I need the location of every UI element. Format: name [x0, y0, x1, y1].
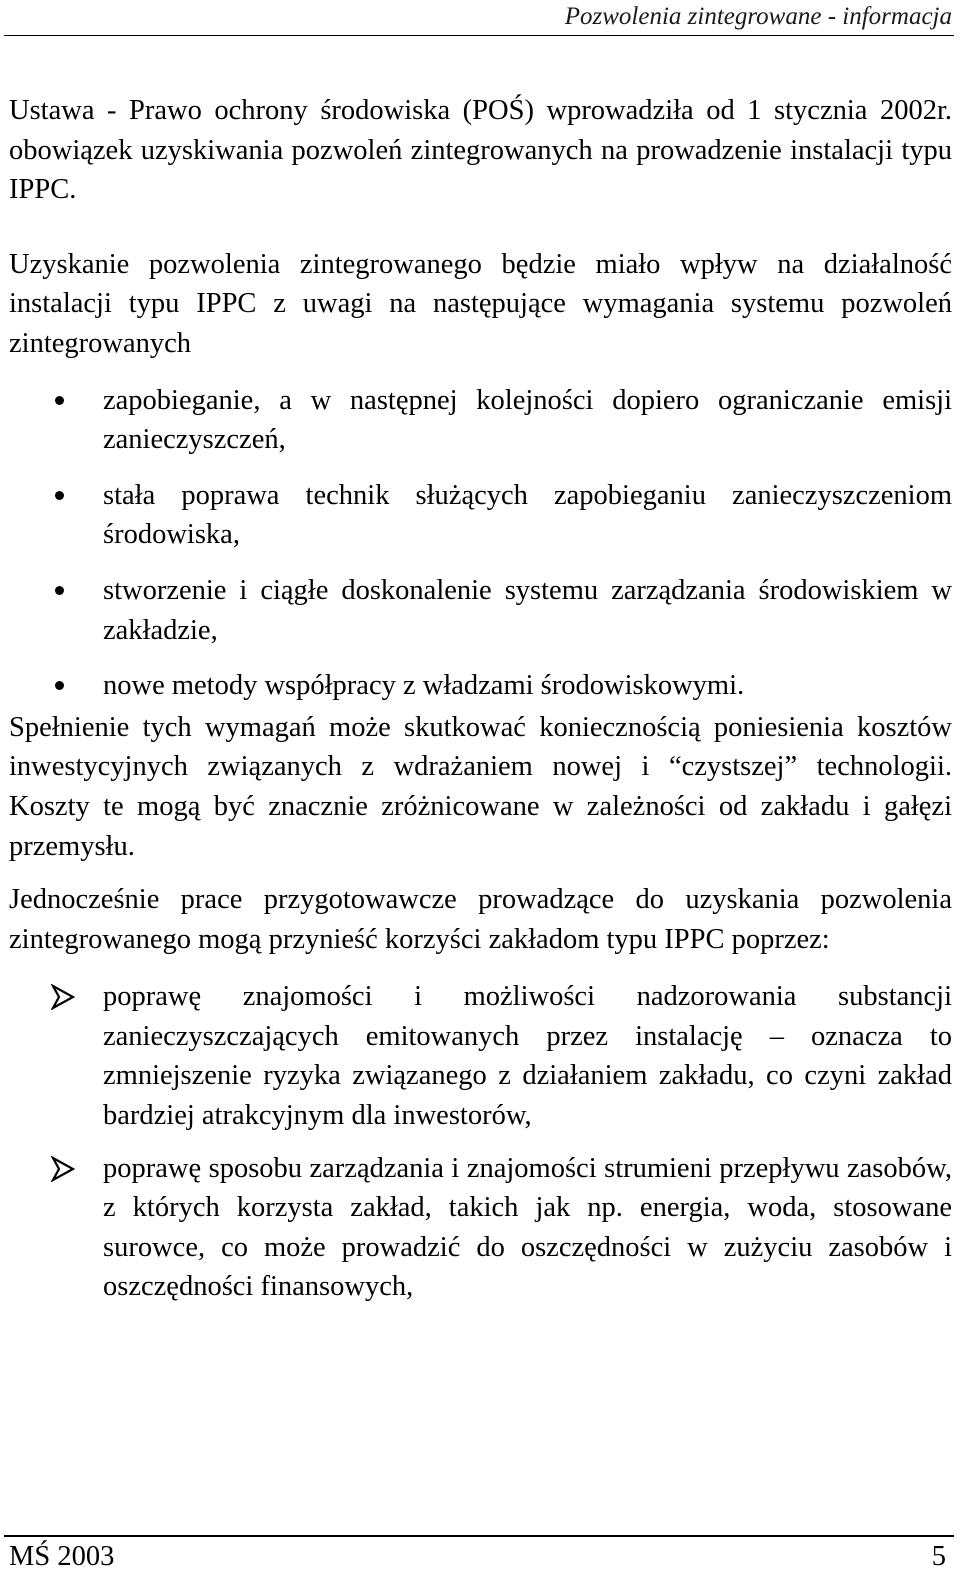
- benefits-list: [9, 977, 952, 1307]
- list-item: [9, 666, 952, 706]
- bullet-dot-icon: [55, 586, 64, 595]
- benefits-intro-paragraph: Jednocześnie prace przygotowawcze prowadzące do uzyskania pozwolenia zintegrowanego mogą przynieść korzyści zakładom typu IPPC poprzez:: [9, 884, 952, 955]
- bullet-dot-icon: [55, 396, 64, 405]
- footer-label: MŚ 2003: [9, 1541, 115, 1572]
- costs-paragraph: Spełnienie tych wymagań może skutkować koniecznością poniesienia kosztów inwestycyjnych związanych z wdrażaniem nowej i “czystszej” technologii. Koszty te mogą być znacznie zróżnicowane w zależności od zakładu i gałęzi przemysłu.: [9, 711, 952, 862]
- requirements-list: [9, 381, 952, 706]
- list-item-text: poprawę znajomości i możliwości nadzorowania substancji zanieczyszczających emitowanych przez instalację – oznacza to zmniejszenie ryzyka związanego z działaniem zakładu, co czyni zakład bardziej atrakcyjnym dla inwestorów,: [103, 981, 952, 1132]
- page-number: 5: [931, 1541, 946, 1572]
- list-item: [9, 476, 952, 555]
- arrowhead-bullet-icon: [51, 1156, 75, 1182]
- footer-rule: [4, 1535, 954, 1537]
- impact-paragraph: Uzyskanie pozwolenia zintegrowanego będzie miało wpływ na działalność instalacji typu IPPC z uwagi na następujące wymagania systemu pozwoleń zintegrowanych: [9, 248, 952, 359]
- bullet-dot-icon: [55, 491, 64, 500]
- running-header: Pozwolenia zintegrowane - informacja: [564, 3, 952, 30]
- list-item-text: nowe metody współpracy z władzami środowiskowymi.: [103, 670, 745, 702]
- document-body: [9, 91, 952, 1320]
- list-item: [9, 977, 952, 1135]
- intro-paragraph: Ustawa - Prawo ochrony środowiska (POŚ) wprowadziła od 1 stycznia 2002r. obowiązek uzyskiwania pozwoleń zintegrowanych na prowadzenie instalacji typu IPPC.: [9, 95, 952, 206]
- bullet-dot-icon: [55, 681, 64, 690]
- list-item-text: zapobieganie, a w następnej kolejności dopiero ograniczanie emisji zanieczyszczeń,: [103, 384, 952, 456]
- list-item-text: stała poprawa technik służących zapobieganiu zanieczyszczeniom środowiska,: [103, 479, 952, 551]
- header-rule: [4, 35, 954, 36]
- list-item: [9, 381, 952, 460]
- list-item-text: poprawę sposobu zarządzania i znajomości strumieni przepływu zasobów, z których korzysta zakład, takich jak np. energia, woda, stosowane surowce, co może prowadzić do oszczędności w zużyciu zasobów i oszczędności finansowych,: [103, 1152, 952, 1303]
- list-item: [9, 1149, 952, 1307]
- list-item: [9, 571, 952, 650]
- list-item-text: stworzenie i ciągłe doskonalenie systemu zarządzania środowiskiem w zakładzie,: [103, 574, 952, 646]
- arrowhead-bullet-icon: [51, 984, 75, 1010]
